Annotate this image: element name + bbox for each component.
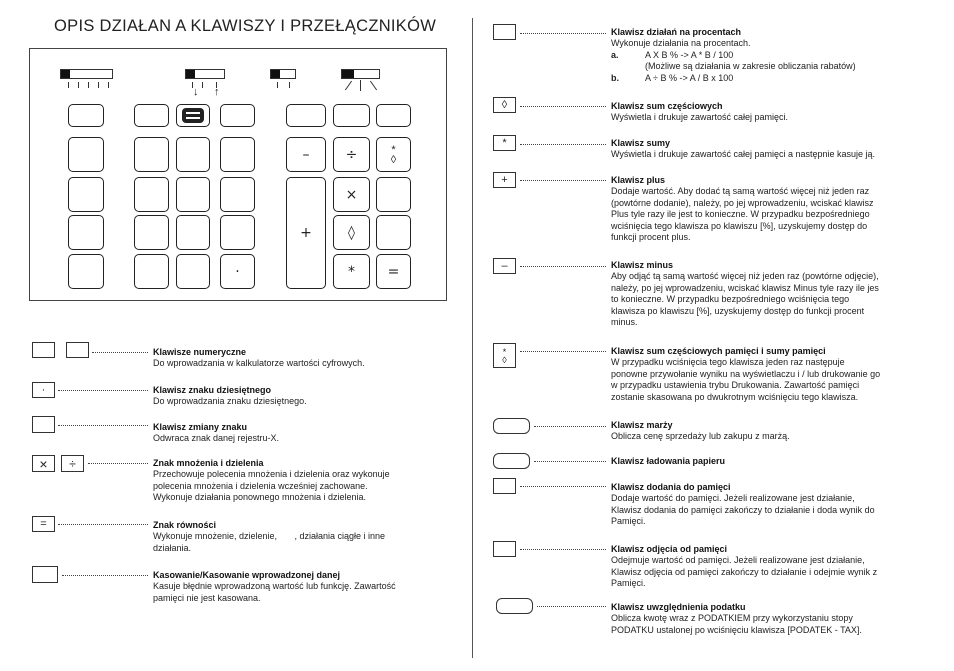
equals-key-icon: =	[32, 516, 55, 532]
entry-description: Oblicza cenę sprzedaży lub zakupu z marżą.	[611, 431, 790, 441]
keypad-diagram	[29, 48, 447, 301]
key-minus[interactable]: –	[286, 137, 326, 172]
entry-description: Odwraca znak danej rejestru-X.	[153, 433, 280, 443]
entry-title: Klawisz uwzględnienia podatku	[611, 602, 746, 612]
entry-description: Wyświetla i drukuje zawartość całej pamięci a następnie kasuje ją.	[611, 149, 876, 159]
entry-title: Klawisz dodania do pamięci	[611, 482, 731, 492]
entry-description: Wykonuje mnożenie, dzielenie, , działania ciągłe i inne działania.	[153, 531, 386, 553]
key-operator-r2c3[interactable]	[376, 177, 411, 212]
entry-title: Znak równości	[153, 520, 217, 530]
key-decimal[interactable]: ·	[220, 254, 255, 289]
key-function-7[interactable]	[376, 104, 411, 127]
tax-key-icon	[496, 598, 533, 614]
rounding-selector-switch[interactable]	[185, 69, 225, 79]
key-function-6[interactable]	[333, 104, 370, 127]
item-count-switch[interactable]	[270, 69, 296, 79]
entry-description: Dodaje wartość. Aby dodać tą samą wartość więcej niż jeden raz (powtórne dodanie), należy, po jej wprowadzeniu, wciskać klawisz Plus tyle razy ile jest to konieczne. W przypadku bezpośredniego wciśnięcia tego klawisza po klawiszu [%], uzyskujemy dostęp do funkcji procent plus.	[611, 186, 874, 243]
entry-title: Klawisz sum częściowych	[611, 101, 723, 111]
key-num-r1c1[interactable]	[134, 137, 169, 172]
entry-title: Klawisz zmiany znaku	[153, 422, 248, 432]
multiply-key-icon: ×	[32, 455, 55, 472]
plus-key-icon: +	[493, 172, 516, 188]
key-memory-total[interactable]: * ◊	[376, 137, 411, 172]
entry-description: Dodaje wartość do pamięci. Jeżeli realizowane jest działanie, Klawisz dodania do pamięci zakończy to działanie i doda wynik do Pamięci.	[611, 493, 875, 527]
key-num-r2c1[interactable]	[134, 177, 169, 212]
column-divider	[472, 18, 473, 658]
memory-minus-key-icon	[493, 541, 516, 557]
sign-change-key-icon	[32, 416, 55, 433]
key-subtotal[interactable]: ◊	[333, 215, 370, 250]
decimal-key-icon: ·	[32, 382, 55, 398]
arrow-up-icon: ↑	[214, 86, 220, 98]
key-equals[interactable]: =	[376, 254, 411, 289]
entry-description: Odejmuje wartość od pamięci. Jeżeli realizowane jest działanie, Klawisz odjęcia od pamięci zakończy to działanie i odejmie wynik z Pamięci.	[611, 555, 878, 589]
entry-description: Aby odjąć tą samą wartość więcej niż jeden raz (powtórne odjęcie), należy, po jej wprowadzeniu, wciskać klawisz Minus tyle razy ile jes to konieczne. W przypadku bezpośredniego wciśnięcia tego klawisza po klawiszu [%], uzyskujemy dostęp do funkcji procent minus.	[611, 271, 879, 328]
entry-description: Przechowuje polecenia mnożenia i dzielenia oraz wykonuje polecenia mnożenia i dzielenia wcześniej zachowane. Wykonuje działania ponownego mnożenia i dzielenia.	[153, 469, 390, 503]
subtotal-key-icon: ◊	[493, 97, 516, 113]
key-num-r3c1[interactable]	[134, 215, 169, 250]
key-num-r4c2[interactable]	[176, 254, 210, 289]
entry-description: Do wprowadzania w kalkulatorze wartości cyfrowych.	[153, 358, 365, 368]
key-divide[interactable]: ÷	[333, 137, 370, 172]
key-num-r2c2[interactable]	[176, 177, 210, 212]
percent-key-icon	[493, 24, 516, 40]
entry-title: Klawisz odjęcia od pamięci	[611, 544, 728, 554]
key-operator-r3c3[interactable]	[376, 215, 411, 250]
entry-title: Klawisz sum częściowych pamięci i sumy pamięci	[611, 346, 826, 356]
entry-title: Klawisze numeryczne	[153, 347, 247, 357]
key-num-r4c1[interactable]	[134, 254, 169, 289]
key-num-r1c3[interactable]	[220, 137, 255, 172]
key-num-r1c2[interactable]	[176, 137, 210, 172]
key-num-r3c3[interactable]	[220, 215, 255, 250]
entry-title: Znak mnożenia i dzielenia	[153, 458, 264, 468]
entry-title: Klawisz plus	[611, 175, 666, 185]
entry-title: Klawisz marży	[611, 420, 673, 430]
key-total[interactable]: *	[333, 254, 370, 289]
coin-icon	[182, 108, 204, 123]
key-num-r3c2[interactable]	[176, 215, 210, 250]
arrow-down-icon: ↓	[193, 86, 199, 98]
key-function-1[interactable]	[68, 104, 104, 127]
margin-key-icon	[493, 418, 530, 434]
key-num-r2c3[interactable]	[220, 177, 255, 212]
key-left-row1[interactable]	[68, 137, 104, 172]
key-left-row3[interactable]	[68, 215, 104, 250]
key-paper-feed[interactable]	[176, 104, 210, 127]
print-mode-switch[interactable]	[341, 69, 380, 79]
memory-plus-key-icon	[493, 478, 516, 494]
entry-description: Oblicza kwotę wraz z PODATKIEM przy wykorzystaniu stopy PODATKU ustalonej po wciśnięciu klawisza [PODATEK - TAX].	[611, 613, 862, 635]
entry-description: Kasuje błędnie wprowadzoną wartość lub funkcję. Zawartość pamięci nie jest kasowana.	[153, 581, 396, 603]
paper-feed-key-icon	[493, 453, 530, 469]
entry-description: Wykonuje działania na procentach. a. A X B % -> A * B / 100 (Możliwe są działania w zakresie obliczania rabatów) b. A ÷ B % -> A / B x 100	[611, 38, 856, 83]
key-function-5[interactable]	[286, 104, 326, 127]
entry-title: Klawisz znaku dziesiętnego	[153, 385, 272, 395]
numeric-key-icon	[32, 342, 55, 358]
divide-key-icon: ÷	[61, 455, 84, 472]
minus-key-icon: –	[493, 258, 516, 274]
entry-title: Klawisz działań na procentach	[611, 27, 742, 37]
key-function-4[interactable]	[220, 104, 255, 127]
entry-description: Do wprowadzania znaku dziesiętnego.	[153, 396, 307, 406]
memory-total-key-icon: * ◊	[493, 343, 516, 368]
entry-title: Klawisz sumy	[611, 138, 671, 148]
key-left-row2[interactable]	[68, 177, 104, 212]
key-multiply[interactable]: ×	[333, 177, 370, 212]
key-plus[interactable]: +	[286, 177, 326, 289]
total-key-icon: *	[493, 135, 516, 151]
entry-description: W przypadku wciśnięcia tego klawisza jeden raz następuje ponowne przywołanie wyniku na wyświetlaczu i / lub drukowanie go w przypadku ustawienia trybu Drukowania. Zawartość pamięci zostanie skasowana po dwukrotnym wciśnięciu tego klawisza.	[611, 357, 881, 402]
entry-title: Klawisz minus	[611, 260, 674, 270]
entry-title: Klawisz ładowania papieru	[611, 456, 726, 466]
entry-description: Wyświetla i drukuje zawartość całej pamięci.	[611, 112, 788, 122]
decimal-selector-switch[interactable]	[60, 69, 113, 79]
key-function-2[interactable]	[134, 104, 169, 127]
page-title: OPIS DZIAŁAN A KLAWISZY I PRZEŁĄCZNIKÓW	[54, 17, 437, 35]
key-left-row4[interactable]	[68, 254, 104, 289]
clear-key-icon	[32, 566, 58, 583]
numeric-key-icon	[66, 342, 89, 358]
entry-title: Kasowanie/Kasowanie wprowadzonej danej	[153, 570, 341, 580]
